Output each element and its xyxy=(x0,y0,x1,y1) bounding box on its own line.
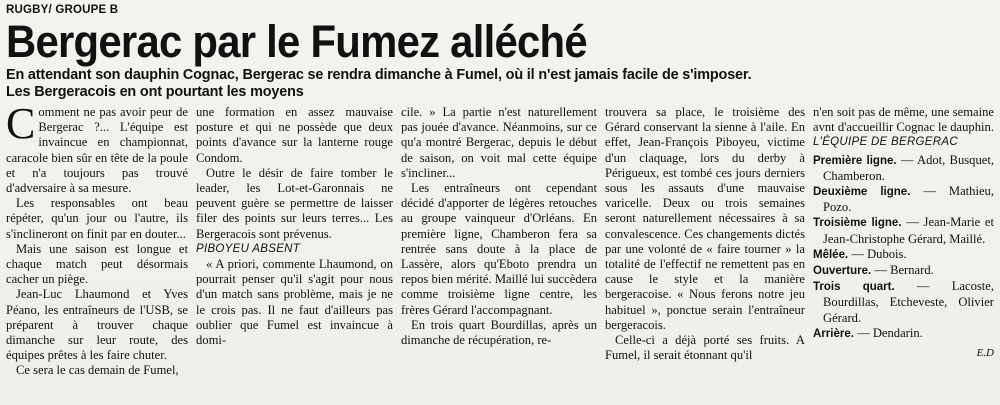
paragraph: trouvera sa place, le troisième des Gérard conservant la sienne à l'aile. En effet, Jean-François Piboyeu, victime d'un claquage, lors du derby à Périgueux, est tombé ces jours derniers sous les assauts d'une mauvaise varicelle. Deux ou trois semaines seront naturellement nécessaires à sa convalescence. Ces changements dictés par une volonté de « faire tourner » la totalité de l'effectif ne remettent pas en cause le style et la manière bergeracoise. « Nous ferons notre jeu habituel », ponctue serain l'entraîneur bergeracois. xyxy=(605,105,805,332)
paragraph xyxy=(6,99,188,196)
paragraph: n'en soit pas de même, une semaine avnt d'accueillir Cognac le dauphin. xyxy=(813,105,994,135)
article-body xyxy=(6,99,994,378)
paragraph: Les responsables ont beau répéter, qu'un jour ou l'autre, ils s'inclineront on finit par en douter... xyxy=(6,196,188,241)
column-4 xyxy=(605,105,805,365)
paragraph: cile. » La partie n'est naturellement pas jouée d'avance. Néanmoins, sur ce qu'a montré Bergerac, depuis le début de saison, on voit mal cette équipe s'incliner... xyxy=(401,105,597,180)
paragraph: une formation en assez mauvaise posture et qui ne possède que deux points d'avance sur la lanterne rouge Condom. xyxy=(196,105,393,165)
roster-position: Arrière. xyxy=(813,327,854,340)
roster-line xyxy=(813,247,994,263)
paragraph: Outre le désir de faire tomber le leader, les Lot-et-Garonnais ne peuvent guère se permettre de laisser filer des points sur leurs terres... Les Bergeracois sont prévenus. xyxy=(196,165,393,241)
team-roster xyxy=(813,153,994,342)
headline: Bergerac par le Fumez alléché xyxy=(6,16,587,67)
roster-position: Mêlée. xyxy=(813,248,849,261)
roster-players: — Adot, Busquet, Chamberon. xyxy=(823,152,994,183)
roster-line xyxy=(813,279,994,326)
roster-players: — Dubois. xyxy=(848,246,907,261)
column-2 xyxy=(196,105,393,365)
paragraph: En trois quart Bourdillas, après un dimanche de récupération, re- xyxy=(401,317,597,348)
paragraph: Celle-ci a déjà porté ses fruits. A Fumel, il serait étonnant qu'il xyxy=(605,333,805,363)
roster-position: Trois quart. xyxy=(813,281,895,294)
drop-cap: C xyxy=(6,99,36,148)
roster-line xyxy=(813,215,994,246)
roster-players: — Dendarin. xyxy=(853,325,923,340)
roster-position: Troisième ligne. xyxy=(813,217,902,230)
paragraph: Ce sera le cas demain de Fumel, xyxy=(16,363,179,378)
roster-line xyxy=(813,153,994,184)
paragraph: Les entraîneurs ont cependant décidé d'apporter de légères retouches au groupe vainqueur d'Orléans. En première ligne, Chamberon fera sa rentrée sans doute à la place de Lassère, alors qu'Eboto prendra un repos bien mérité. Maillé lui succèdera comme troisième ligne centre, les frères Gérard l'accompagnant. xyxy=(401,181,597,317)
roster-line xyxy=(813,184,994,215)
subheading: PIBOYEU ABSENT xyxy=(196,242,301,255)
roster-line xyxy=(813,326,994,342)
paragraph: Mais une saison est longue et chaque match peut désormais cacher un piège. xyxy=(6,241,188,287)
roster-players: — Bernard. xyxy=(871,263,934,278)
column-1 xyxy=(6,99,188,378)
roster-position: Ouverture. xyxy=(813,265,872,278)
paragraph: Jean-Luc Lhaumond et Yves Péano, les entraîneurs de l'USB, se préparent à trouver chaque dimanche sur leur route, des équipes prêtes à les faire chuter. xyxy=(6,287,188,363)
roster-players: — Jean-Marie et Jean-Christophe Gérard, Maillé. xyxy=(823,215,994,246)
roster-players: — Mathieu, Pozo. xyxy=(823,184,994,215)
roster-players: — Lacoste, Bourdillas, Etcheveste, Olivier Gérard. xyxy=(823,279,994,325)
column-3 xyxy=(401,105,597,365)
author-signature: E.D xyxy=(976,347,994,360)
column-5 xyxy=(813,105,994,365)
paragraph-text: omment ne pas avoir peur de Bergerac ?... L'équipe est invaincue en championnat, caracole bien sûr en tête de la poule et n'a toujours pas trouvé d'adversaire à sa mesure. xyxy=(6,105,188,196)
team-heading: L'ÉQUIPE DE BERGERAC xyxy=(813,136,958,149)
lead-line-2: Les Bergeracois en ont pourtant les moyens xyxy=(6,84,304,100)
roster-line xyxy=(813,263,994,279)
lead-line-1: En attendant son dauphin Cognac, Bergerac se rendra dimanche à Fumel, où il n'est jamais facile de s'imposer. xyxy=(6,67,752,83)
section-rubric: RUGBY/ GROUPE B xyxy=(6,4,119,16)
roster-position: Première ligne. xyxy=(813,154,897,167)
roster-position: Deuxième ligne. xyxy=(813,186,911,199)
paragraph: « A priori, commente Lhaumond, on pourrait penser qu'il s'agit pour nous d'un match sans problème, mais je ne le crois pas. Il ne faut d'ailleurs pas oublier que Fumel est invaincue à domi- xyxy=(196,257,393,348)
